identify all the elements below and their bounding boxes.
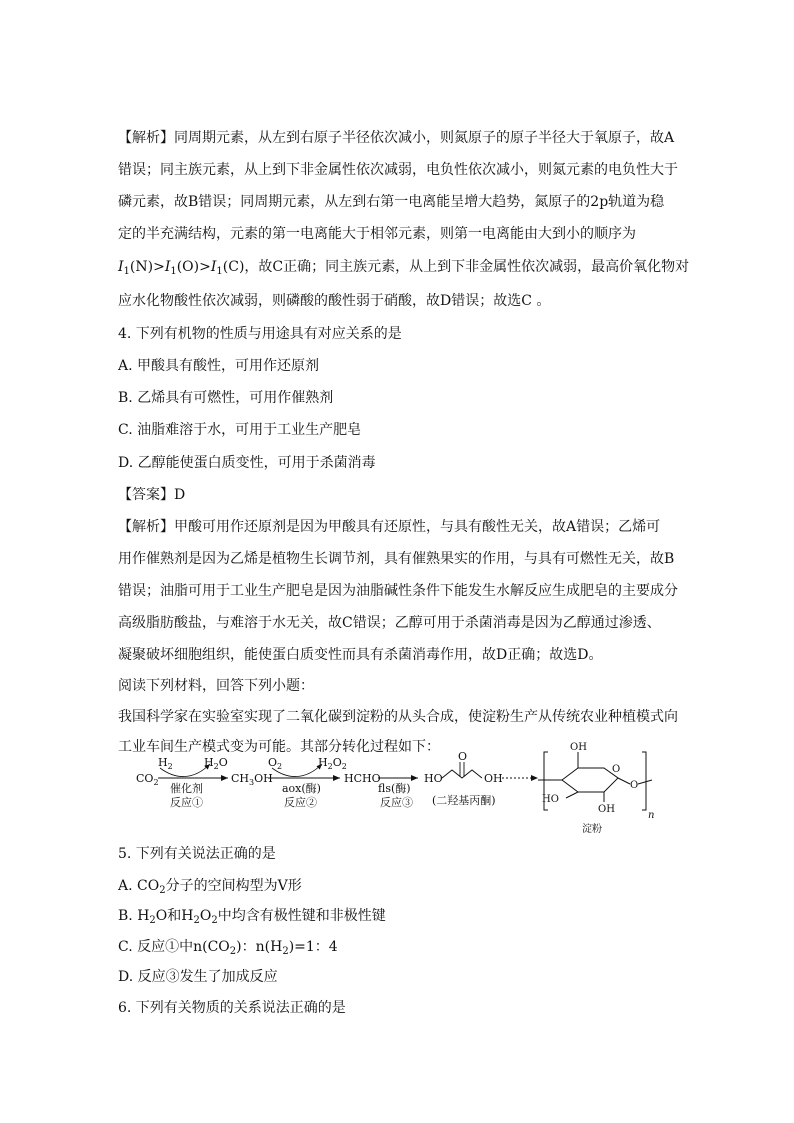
q5-option-a: A. $CO_2$分子的空间构型为V形: [118, 878, 302, 896]
q4-option-d: D. 乙醇能使蛋白质变性，可用于杀菌消毒: [118, 455, 376, 471]
starch-ho: HO: [542, 794, 559, 805]
dha-name: (二羟基丙酮): [432, 794, 496, 807]
starch-oh-top: OH: [570, 742, 587, 753]
q4-explain-1: 【解析】甲酸可用作还原剂是因为甲酸具有还原性，与具有酸性无关，故A错误；乙烯可: [118, 519, 661, 535]
dha-oh-label: OH: [484, 772, 503, 785]
q4-explain-3: 错误；油脂可用于工业生产肥皂是因为油脂碱性条件下能发生水解反应生成肥皂的主要成分: [118, 583, 678, 599]
q4-explain-5: 凝聚破坏细胞组织，能使蛋白质变性而具有杀菌消毒作用，故D正确；故选D。: [118, 647, 603, 663]
ch3oh-label: $CH_3OH$: [231, 772, 273, 787]
analysis-line-3: 磷元素，故B错误；同周期元素，从左到右第一电离能呈增大趋势，氮原子的2p轨道为稳: [118, 194, 665, 210]
q4-explain-4: 高级脂肪酸盐，与难溶于水无关，故C错误；乙醇可用于杀菌消毒是因为乙醇通过渗透、: [118, 615, 661, 631]
starch-o-link: O: [630, 780, 639, 791]
starch-link-right: [638, 780, 652, 784]
material-intro: 阅读下列材料，回答下列小题：: [118, 678, 314, 694]
glycosidic-bond: [618, 778, 630, 784]
dha-ho-label: HO: [424, 772, 443, 785]
analysis-line-4: 定的半充满结构，元素的第一电离能大于相邻元素，则第一电离能由大到小的顺序为: [118, 226, 636, 242]
repeat-n: n: [648, 810, 655, 821]
starch-label: 淀粉: [582, 824, 602, 835]
material-para-2: 工业车间生产模式变为可能。其部分转化过程如下：: [118, 739, 440, 755]
o2-label: $O_2$: [268, 756, 283, 771]
pyranose-ring: [562, 768, 618, 792]
reaction-1-label: 反应①: [170, 796, 203, 809]
reaction-3-label: 反应③: [380, 796, 413, 809]
starch-oh-bottom: OH: [598, 804, 615, 815]
q5-option-d: D. 反应③发生了加成反应: [118, 969, 278, 985]
h2-label: $H_2$: [158, 756, 173, 771]
keto-o-label: O: [458, 750, 468, 763]
q5-stem: 5. 下列有关说法正确的是: [118, 846, 276, 862]
q4-option-a: A. 甲酸具有酸性，可用作还原剂: [118, 358, 320, 374]
reaction-2-label: 反应②: [284, 796, 317, 809]
ho-bond: [566, 792, 578, 798]
analysis-line-5: $I_1(N)>I_1(O)>I_1(C)$，故C正确；同主族元素，从上到下非金属性依次减弱，最高价氧化物对: [118, 259, 690, 277]
analysis-line-6: 应水化物酸性依次减弱，则磷酸的酸性弱于硝酸，故D错误；故选C 。: [118, 293, 551, 309]
h2o2-label: $H_2O_2$: [318, 756, 347, 771]
q5-option-c: C. 反应①中$n(CO_2)$：$n(H_2)=1$：4: [118, 939, 338, 957]
q4-option-b: B. 乙烯具有可燃性，可用作催熟剂: [118, 390, 334, 406]
fls-label: fls(酶): [378, 782, 411, 795]
dha-backbone: [442, 770, 482, 778]
analysis-line-2: 错误；同主族元素，从上到下非金属性依次减弱，电负性依次减小，则氮元素的电负性大于: [118, 162, 678, 178]
catalyst-label: 催化剂: [170, 782, 203, 795]
ring-o-label: O: [612, 764, 621, 775]
q5-option-b: B. $H_2O$和$H_2O_2$中均含有极性键和非极性键: [118, 908, 386, 926]
bracket-right: [642, 752, 646, 810]
co2-label: $CO_2$: [136, 772, 159, 787]
analysis-line-1: 【解析】同周期元素，从左到右原子半径依次减小，则氮原子的原子半径大于氧原子，故A: [118, 130, 675, 146]
q4-answer: 【答案】D: [118, 487, 186, 503]
q4-option-c: C. 油脂难溶于水，可用于工业生产肥皂: [118, 422, 362, 438]
q4-stem: 4. 下列有机物的性质与用途具有对应关系的是: [118, 326, 402, 342]
aox-label: aox(酶): [282, 782, 321, 795]
q6-stem: 6. 下列有关物质的关系说法正确的是: [118, 1000, 346, 1016]
material-para-1: 我国科学家在实验室实现了二氧化碳到淀粉的从头合成，使淀粉生产从传统农业种植模式向: [118, 709, 678, 725]
q4-explain-2: 用作催熟剂是因为乙烯是植物生长调节剂，具有催熟果实的作用，与具有可燃性无关，故B: [118, 551, 675, 567]
h2o-label: $H_2O$: [204, 756, 228, 771]
hcho-label: HCHO: [344, 772, 381, 785]
